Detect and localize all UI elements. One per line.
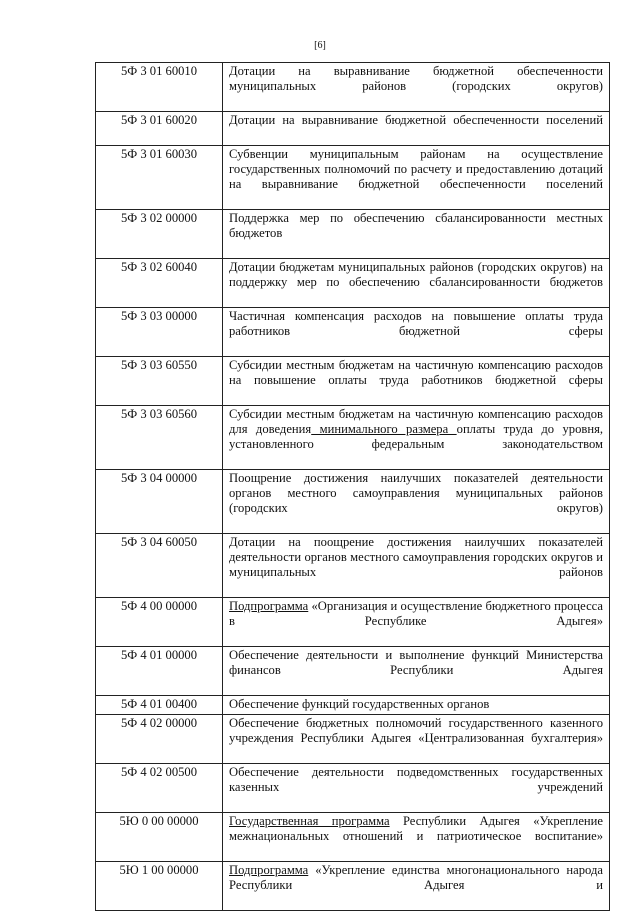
row-code: 5Ф 4 02 00500	[96, 764, 223, 813]
table-row	[96, 63, 610, 112]
row-name: Дотации на выравнивание бюджетной обеспеченности муниципальных районов (городских округов)	[223, 63, 610, 112]
table-row	[96, 715, 610, 764]
row-name-part: «Организация и осуществление бюджетного процесса в Республике Адыгея»	[229, 599, 603, 628]
row-name	[223, 862, 610, 911]
table-row	[96, 406, 610, 470]
table-row	[96, 308, 610, 357]
page-number: [6]	[314, 40, 326, 51]
row-code: 5Ф 3 01 60030	[96, 146, 223, 210]
row-code: 5Ф 3 02 00000	[96, 210, 223, 259]
row-code: 5Ф 4 01 00000	[96, 647, 223, 696]
row-name: Субвенции муниципальным районам на осуществление государственных полномочий по расчету и предоставлению дотаций на выравнивание бюджетной обеспеченности поселений	[223, 146, 610, 210]
row-name: Обеспечение бюджетных полномочий государственного казенного учреждения Республики Адыгея «Централизованная бухгалтерия»	[223, 715, 610, 764]
row-code: 5Ф 3 03 60550	[96, 357, 223, 406]
row-name	[223, 406, 610, 470]
row-name: Обеспечение функций государственных органов	[223, 696, 610, 715]
table-row	[96, 259, 610, 308]
row-name: Дотации на поощрение достижения наилучших показателей деятельности органов местного самоуправления городских округов и муниципальных районов	[223, 534, 610, 598]
table-row	[96, 534, 610, 598]
row-name: Поддержка мер по обеспечению сбалансированности местных бюджетов	[223, 210, 610, 259]
row-name: Дотации бюджетам муниципальных районов (городских округов) на поддержку мер по обеспечению сбалансированности бюджетов	[223, 259, 610, 308]
table-row	[96, 696, 610, 715]
row-code: 5Ф 3 03 00000	[96, 308, 223, 357]
budget-classification-table	[95, 62, 610, 911]
row-name-part: Республики Адыгея «Укрепление межнациональных отношений и патриотическое воспитание»	[229, 814, 603, 843]
table-row	[96, 813, 610, 862]
row-code: 5Ф 3 01 60010	[96, 63, 223, 112]
row-name-part: Субсидии местным бюджетам на частичную компенсацию расходов для доведения	[229, 407, 603, 436]
row-name-underlined: Подпрограмма	[229, 863, 309, 877]
row-code: 5Ф 4 01 00400	[96, 696, 223, 715]
row-name-underlined: Государственная программа	[229, 814, 390, 828]
row-code: 5Ф 3 04 60050	[96, 534, 223, 598]
table-row	[96, 146, 610, 210]
row-code: 5Ф 4 02 00000	[96, 715, 223, 764]
row-name: Дотации на выравнивание бюджетной обеспеченности поселений	[223, 112, 610, 146]
row-name: Субсидии местным бюджетам на частичную компенсацию расходов на повышение оплаты труда работников бюджетной сферы	[223, 357, 610, 406]
row-name: Обеспечение деятельности подведомственных государственных казенных учреждений	[223, 764, 610, 813]
row-name-underlined: Подпрограмма	[229, 599, 309, 613]
table-row	[96, 764, 610, 813]
row-name	[223, 813, 610, 862]
row-name-part: оплаты труда до уровня, установленного федеральным законодательством	[229, 422, 604, 451]
row-code: 5Ф 4 00 00000	[96, 598, 223, 647]
row-code: 5Ф 3 01 60020	[96, 112, 223, 146]
row-code: 5Ф 3 03 60560	[96, 406, 223, 470]
row-name	[223, 598, 610, 647]
table-row	[96, 112, 610, 146]
table-row	[96, 470, 610, 534]
row-name: Обеспечение деятельности и выполнение функций Министерства финансов Республики Адыгея	[223, 647, 610, 696]
table-row	[96, 647, 610, 696]
table-row	[96, 357, 610, 406]
row-name: Частичная компенсация расходов на повышение оплаты труда работников бюджетной сферы	[223, 308, 610, 357]
row-name-part: «Укрепление единства многонационального народа Республики Адыгея и	[229, 863, 603, 892]
table-row	[96, 862, 610, 911]
row-code: 5Ю 1 00 00000	[96, 862, 223, 911]
row-code: 5Ф 3 04 00000	[96, 470, 223, 534]
row-name-underlined: минимального размера	[311, 422, 457, 436]
row-code: 5Ю 0 00 00000	[96, 813, 223, 862]
row-code: 5Ф 3 02 60040	[96, 259, 223, 308]
table-row	[96, 598, 610, 647]
row-name: Поощрение достижения наилучших показателей деятельности органов местного самоуправления муниципальных районов (городских округов)	[223, 470, 610, 534]
table-row	[96, 210, 610, 259]
